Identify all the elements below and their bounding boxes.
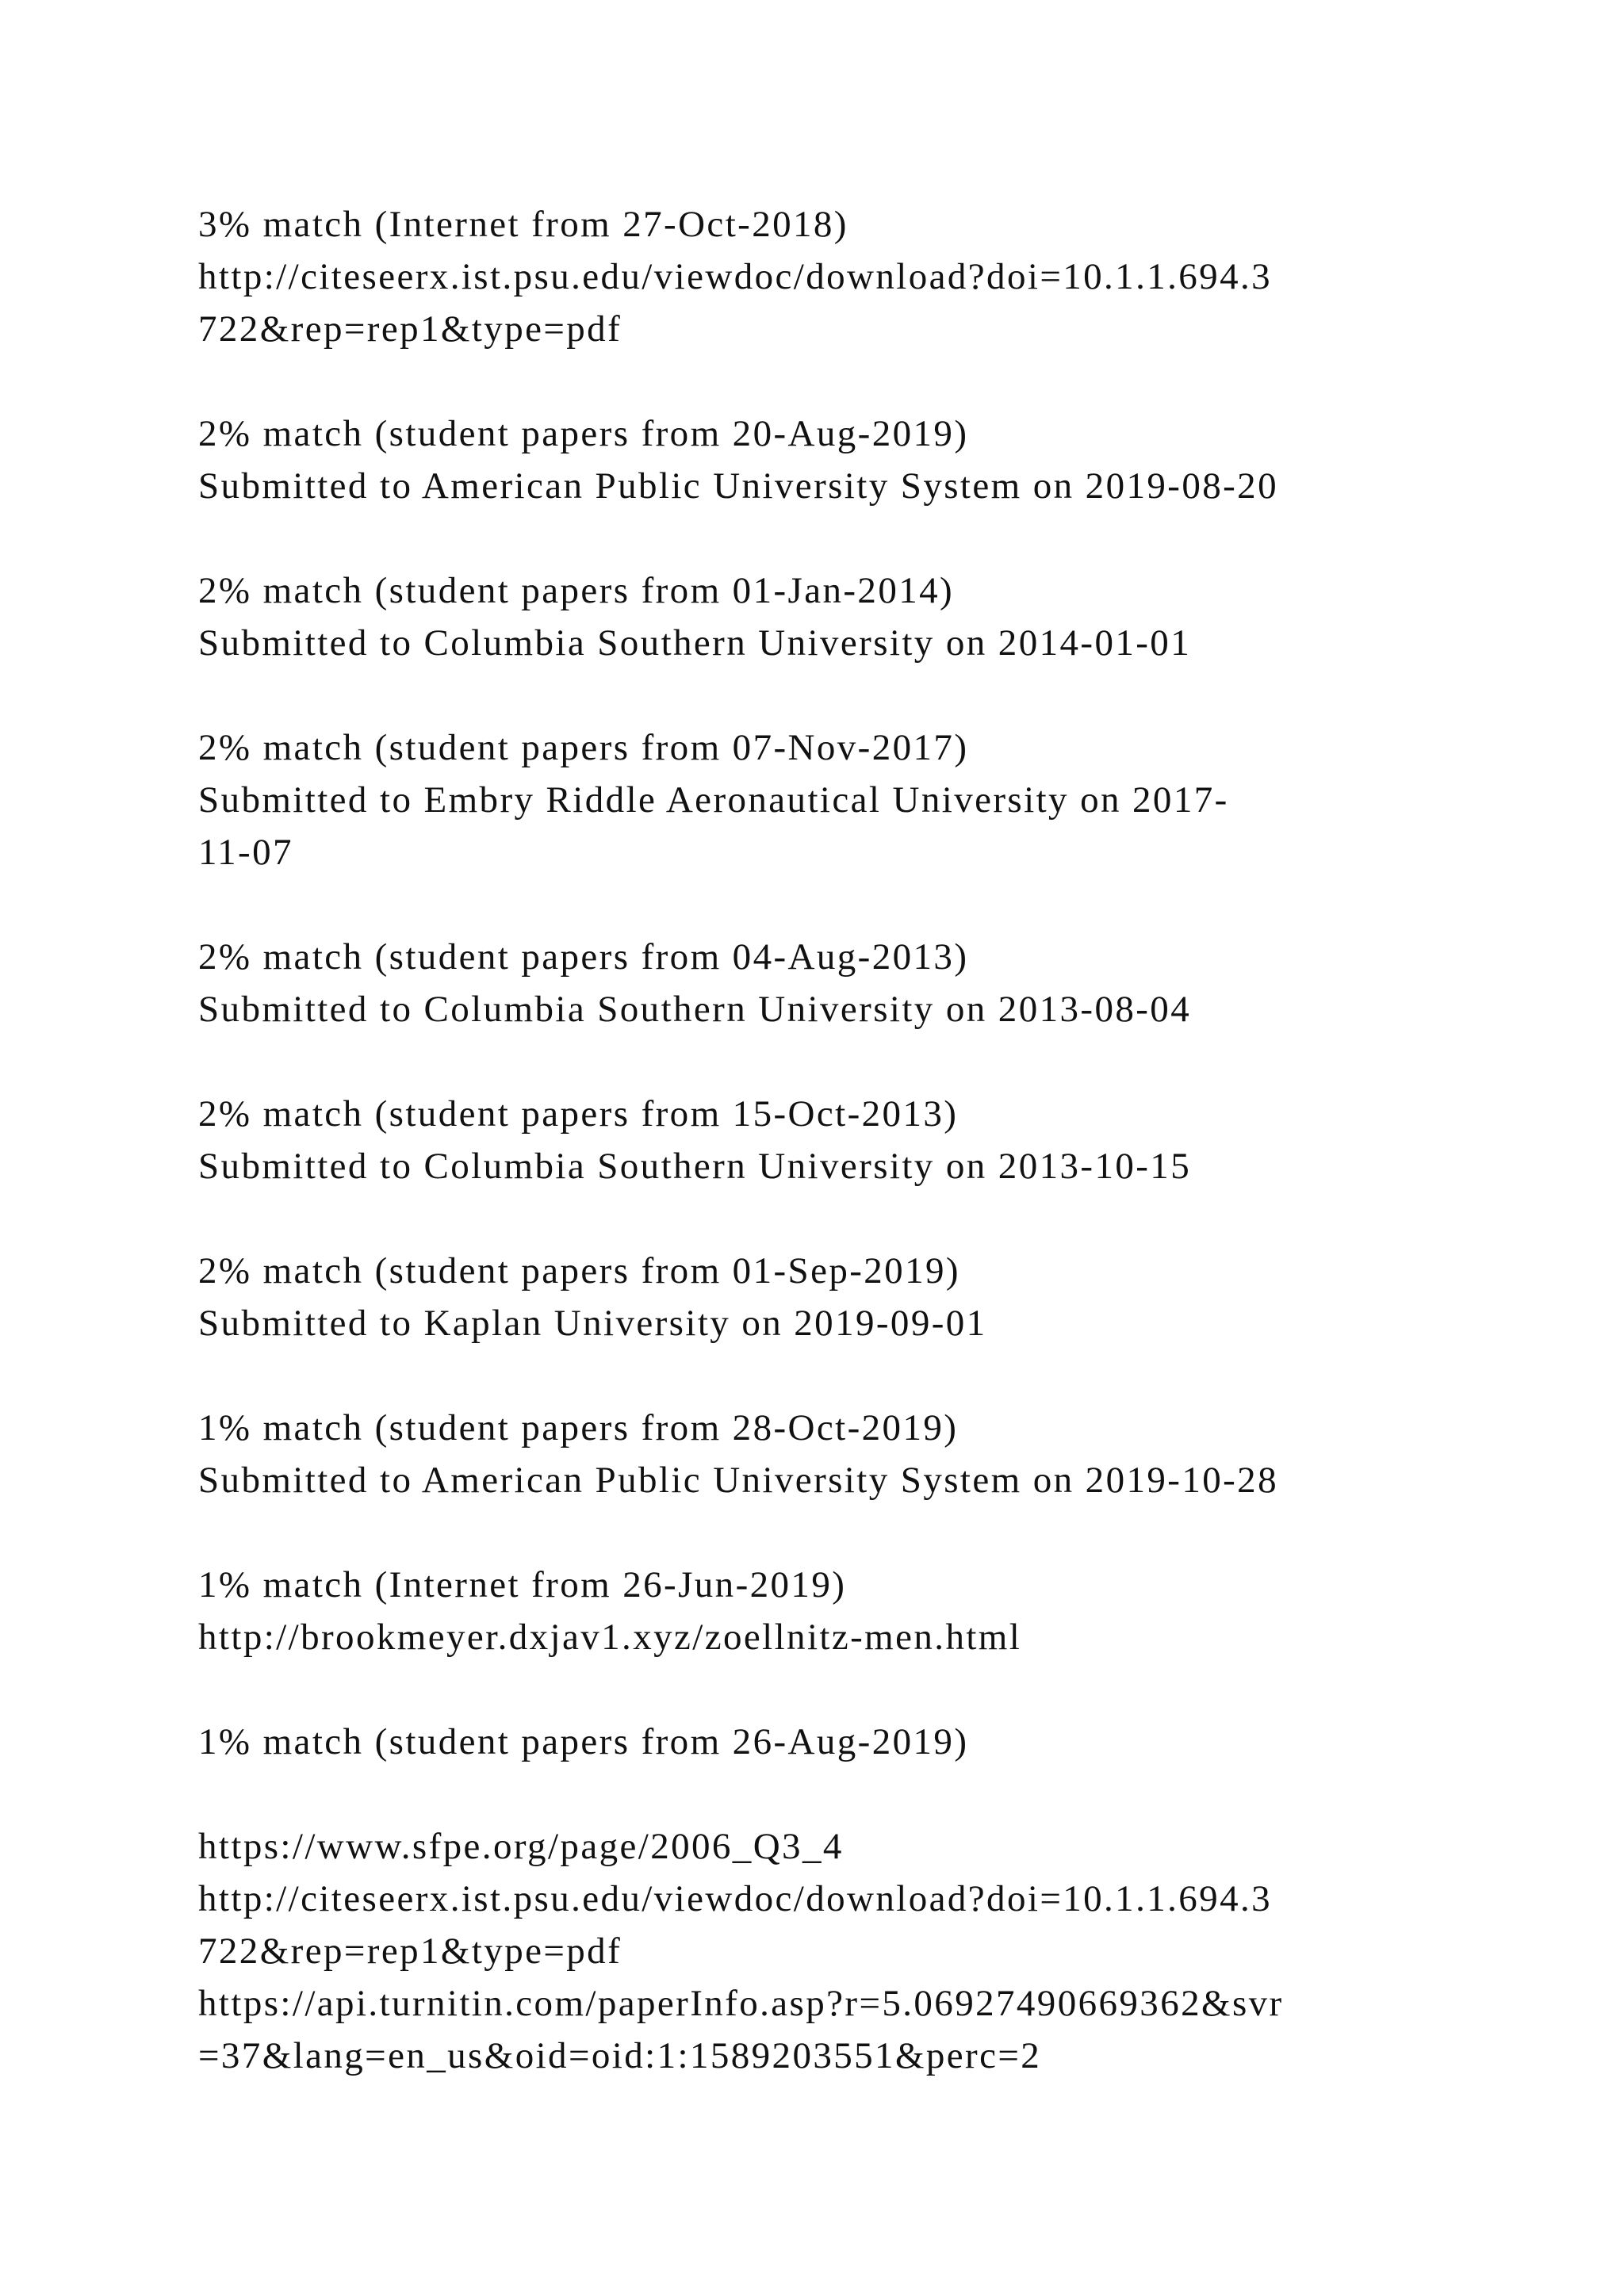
match-entry bbox=[198, 408, 1483, 512]
match-header: 2% match (student papers from 15-Oct-2013) bbox=[198, 1093, 959, 1135]
link-url[interactable]: https://api.turnitin.com/paperInfo.asp?r=5.06927490669362&svr bbox=[198, 1983, 1284, 2024]
link-url[interactable]: https://www.sfpe.org/page/2006_Q3_4 bbox=[198, 1826, 844, 1867]
link-url-continued[interactable]: 722&rep=rep1&type=pdf bbox=[198, 1931, 622, 1972]
match-header: 2% match (student papers from 01-Jan-2014) bbox=[198, 570, 955, 611]
spacer bbox=[198, 1768, 1483, 1820]
match-source-url[interactable]: http://citeseerx.ist.psu.edu/viewdoc/download?doi=10.1.1.694.3 bbox=[198, 256, 1273, 297]
link-url[interactable]: http://citeseerx.ist.psu.edu/viewdoc/download?doi=10.1.1.694.3 bbox=[198, 1878, 1273, 1919]
match-entry bbox=[198, 721, 1483, 878]
match-source-url-continued[interactable]: 722&rep=rep1&type=pdf bbox=[198, 308, 622, 350]
match-header: 1% match (student papers from 26-Aug-2019) bbox=[198, 1721, 969, 1762]
match-source-continued: 11-07 bbox=[198, 832, 293, 873]
match-source: Submitted to American Public University System on 2019-08-20 bbox=[198, 465, 1278, 507]
spacer bbox=[198, 1663, 1483, 1716]
match-entry bbox=[198, 198, 1483, 355]
spacer bbox=[198, 878, 1483, 931]
match-source: Submitted to Kaplan University on 2019-09-01 bbox=[198, 1303, 987, 1344]
match-header: 2% match (student papers from 04-Aug-2013) bbox=[198, 936, 969, 978]
match-entry bbox=[198, 1245, 1483, 1349]
link-list bbox=[198, 1820, 1483, 2082]
spacer bbox=[198, 355, 1483, 408]
match-header: 1% match (Internet from 26-Jun-2019) bbox=[198, 1564, 847, 1605]
spacer bbox=[198, 1192, 1483, 1245]
match-entry bbox=[198, 1088, 1483, 1192]
link-url-continued[interactable]: =37&lang=en_us&oid=oid:1:1589203551&perc=2 bbox=[198, 2035, 1042, 2076]
match-header: 1% match (student papers from 28-Oct-2019) bbox=[198, 1407, 959, 1448]
spacer bbox=[198, 1035, 1483, 1088]
spacer bbox=[198, 512, 1483, 564]
match-source: Submitted to Columbia Southern University on 2014-01-01 bbox=[198, 622, 1192, 664]
match-source: Submitted to American Public University System on 2019-10-28 bbox=[198, 1460, 1278, 1501]
spacer bbox=[198, 669, 1483, 721]
match-source: Submitted to Embry Riddle Aeronautical University on 2017- bbox=[198, 779, 1229, 821]
match-source-url[interactable]: http://brookmeyer.dxjav1.xyz/zoellnitz-men.html bbox=[198, 1617, 1022, 1658]
match-header: 2% match (student papers from 01-Sep-2019) bbox=[198, 1250, 960, 1292]
match-entry bbox=[198, 1402, 1483, 1506]
match-entry bbox=[198, 1716, 1483, 1768]
match-source: Submitted to Columbia Southern University on 2013-10-15 bbox=[198, 1146, 1192, 1187]
match-report-body bbox=[198, 198, 1483, 2082]
match-header: 2% match (student papers from 20-Aug-2019) bbox=[198, 413, 969, 454]
spacer bbox=[198, 1506, 1483, 1559]
match-entry bbox=[198, 564, 1483, 669]
match-header: 3% match (Internet from 27-Oct-2018) bbox=[198, 204, 848, 245]
match-header: 2% match (student papers from 07-Nov-2017) bbox=[198, 727, 969, 768]
match-entry bbox=[198, 1559, 1483, 1663]
match-entry bbox=[198, 931, 1483, 1035]
match-source: Submitted to Columbia Southern University on 2013-08-04 bbox=[198, 989, 1192, 1030]
spacer bbox=[198, 1349, 1483, 1402]
